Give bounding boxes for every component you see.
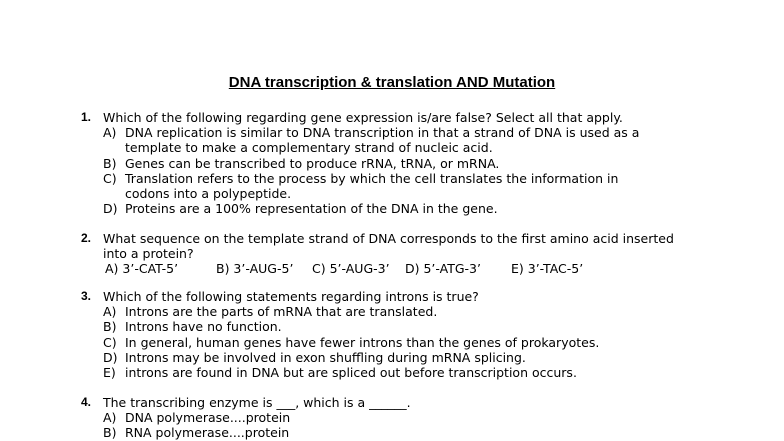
question-number: 4.: [81, 395, 92, 409]
option-a: A) 3’-CAT-5’: [105, 261, 179, 277]
option-c-continued: codons into a polypeptide.: [125, 186, 292, 202]
question-stem: 4. The transcribing enzyme is ___, which is a ______.: [81, 395, 411, 410]
option-b: B) Genes can be transcribed to produce rRNA, tRNA, or mRNA.: [103, 155, 500, 171]
option-e: E) introns are found in DNA but are spliced out before transcription occurs.: [103, 365, 577, 381]
option-c: C) 5’-AUG-3’: [312, 261, 390, 277]
question-3: [81, 289, 761, 380]
question-stem-continued: into a protein?: [103, 246, 194, 262]
option-a: A) DNA polymerase....protein: [103, 410, 291, 426]
question-stem: 2. What sequence on the template strand of DNA corresponds to the first amino acid inserted: [81, 231, 674, 246]
option-c: C) Translation refers to the process by which the cell translates the information in: [103, 170, 619, 186]
option-a-continued: template to make a complementary strand of nucleic acid.: [125, 140, 493, 156]
question-number: 2.: [81, 231, 92, 245]
question-number: 1.: [81, 110, 92, 124]
option-e: E) 3’-TAC-5’: [511, 261, 584, 277]
option-c: C) In general, human genes have fewer introns than the genes of prokaryotes.: [103, 334, 600, 350]
option-a: A) DNA replication is similar to DNA transcription in that a strand of DNA is used as a: [103, 125, 640, 141]
option-b: B) RNA polymerase....protein: [103, 425, 290, 441]
option-d: D) Introns may be involved in exon shuffling during mRNA splicing.: [103, 349, 526, 365]
question-1: [81, 110, 761, 216]
option-b: B) 3’-AUG-5’: [216, 261, 294, 277]
question-4: [81, 395, 761, 441]
question-stem: 3. Which of the following statements regarding introns is true?: [81, 289, 479, 304]
page-title: DNA transcription & translation AND Mutation: [228, 74, 556, 91]
question-number: 3.: [81, 289, 92, 303]
option-d: D) Proteins are a 100% representation of the DNA in the gene.: [103, 201, 498, 217]
inline-options: [81, 261, 761, 276]
question-stem: 1. Which of the following regarding gene expression is/are false? Select all that apply.: [81, 110, 623, 125]
option-b: B) Introns have no function.: [103, 319, 282, 335]
question-2: [81, 231, 761, 277]
option-a: A) Introns are the parts of mRNA that are translated.: [103, 304, 438, 320]
option-d: D) 5’-ATG-3’: [405, 261, 481, 277]
